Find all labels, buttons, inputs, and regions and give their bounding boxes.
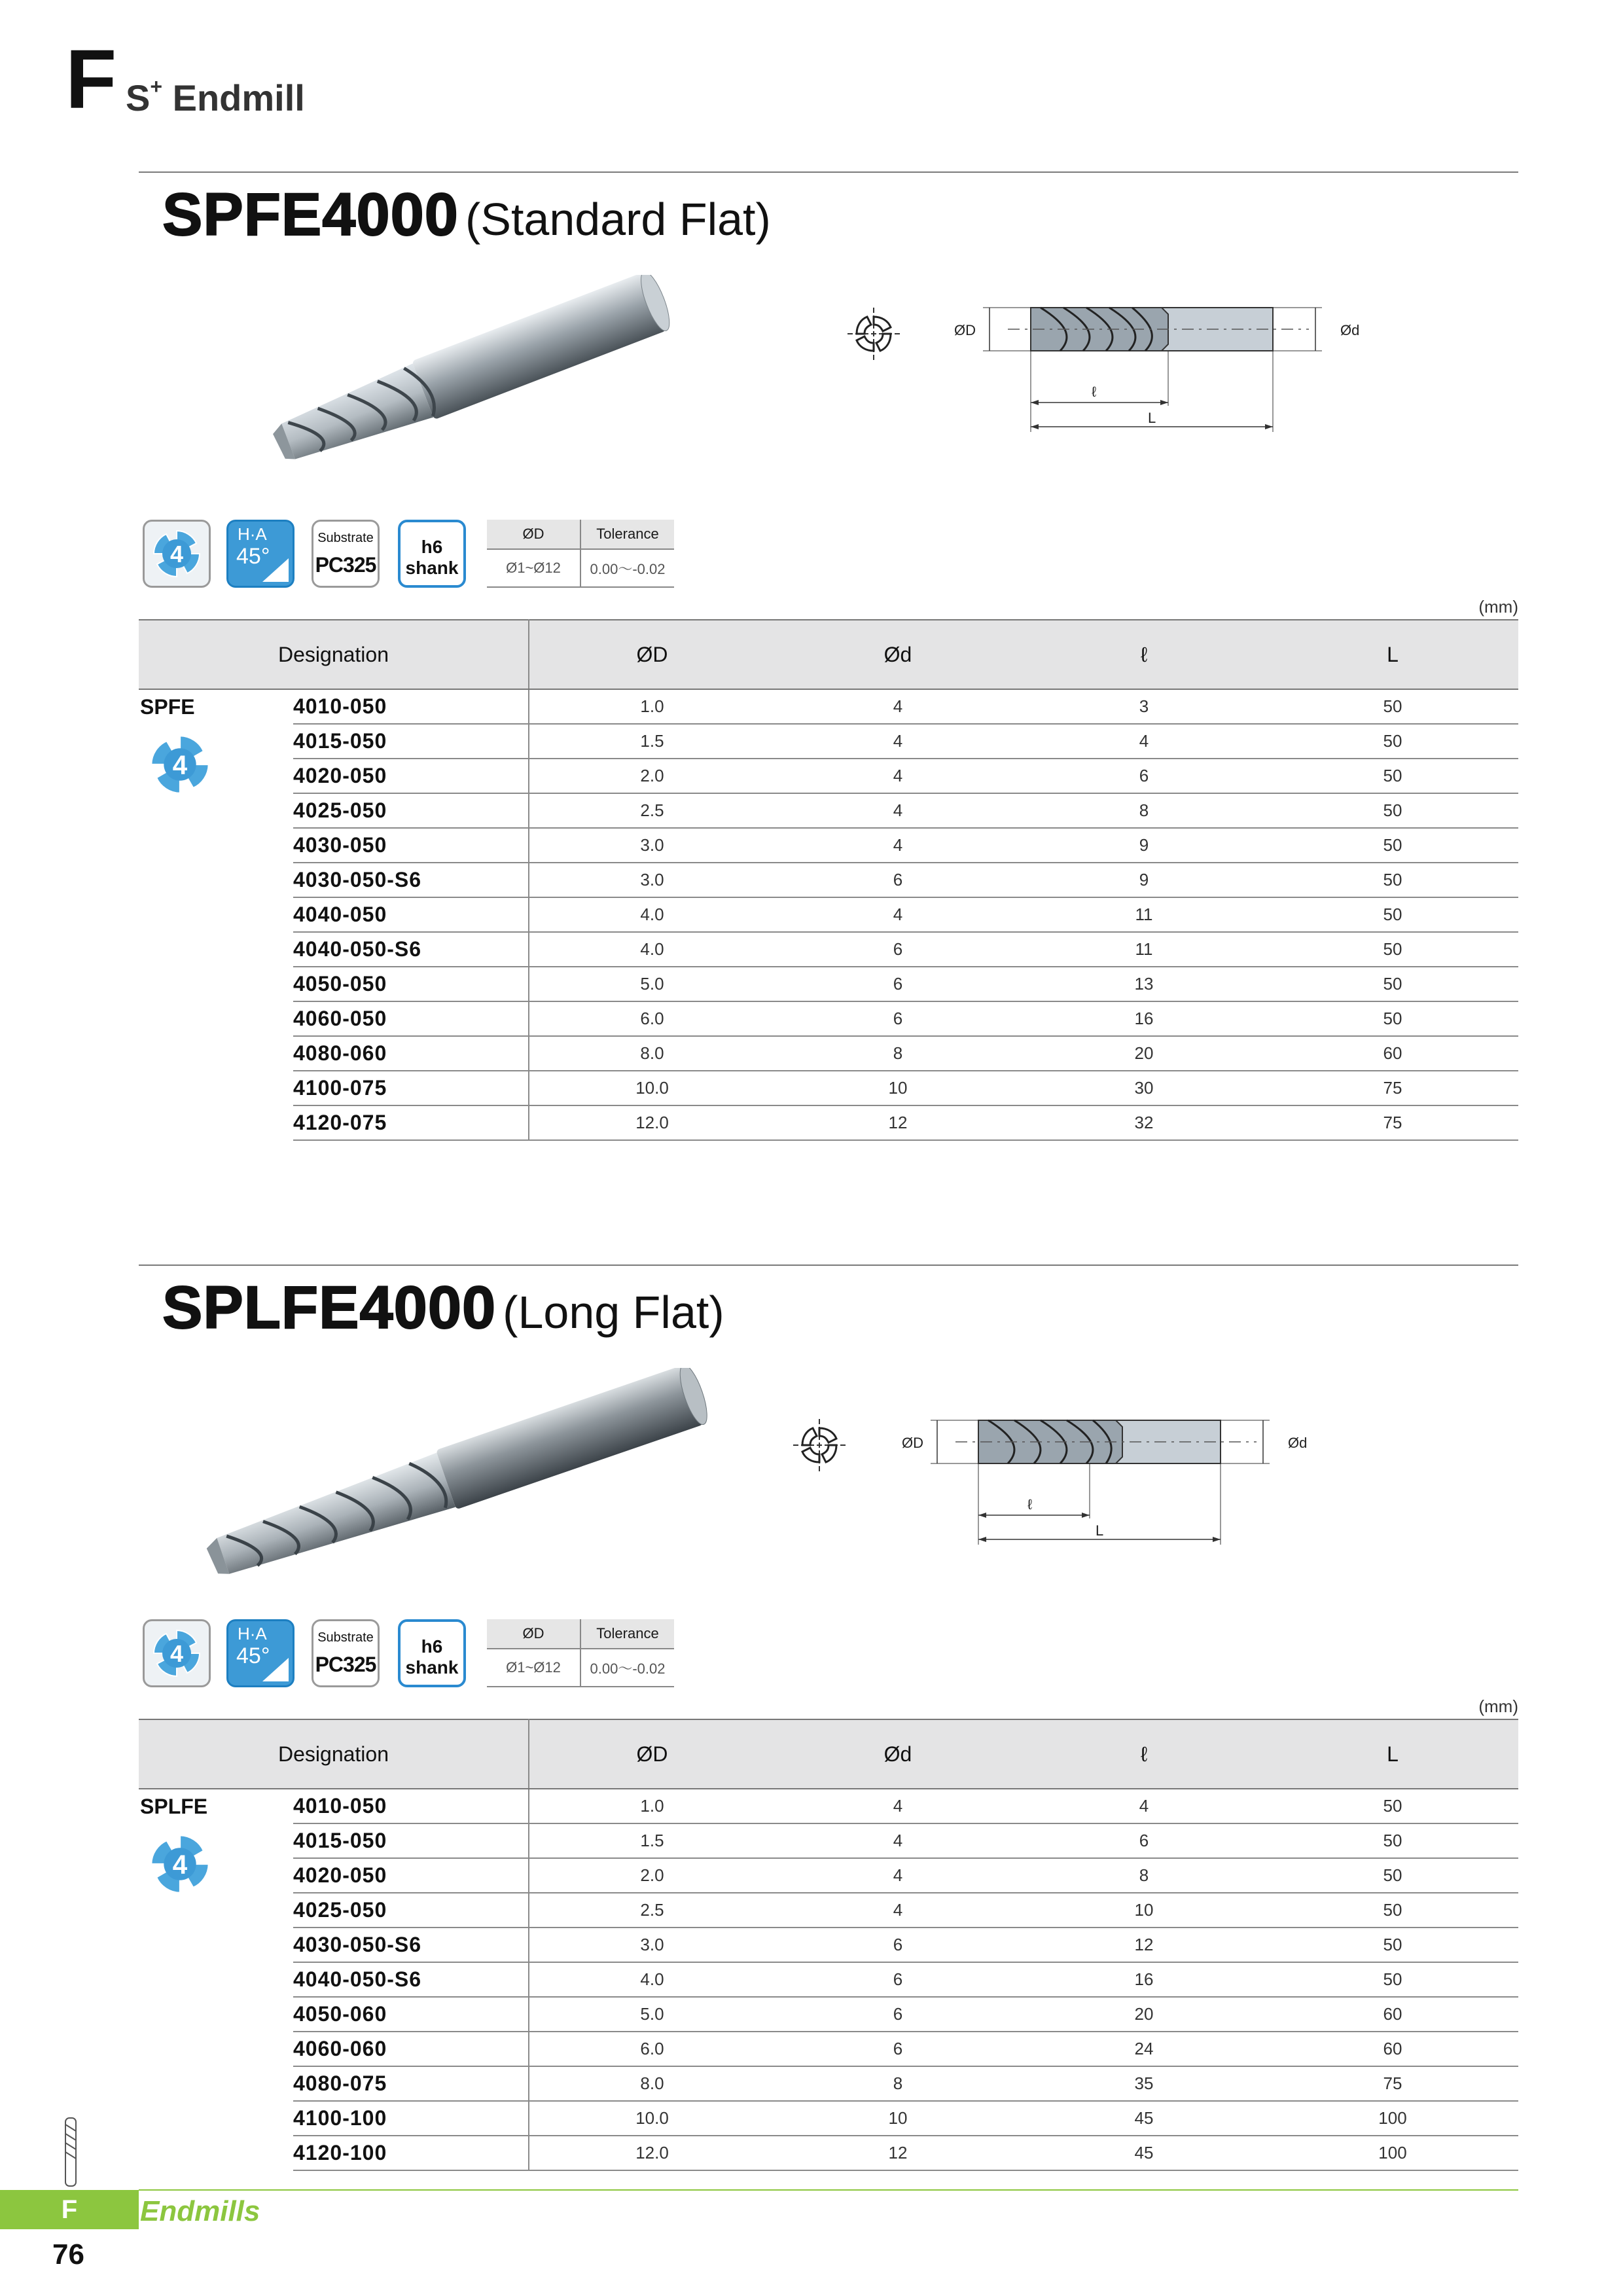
overall-length-cell: 75: [1267, 2066, 1518, 2101]
designation-cell: 4015-050: [293, 724, 529, 759]
technical-drawing: [942, 288, 1453, 445]
overall-length-cell: 60: [1267, 1036, 1518, 1071]
series-flute-count: 4: [172, 1849, 188, 1880]
shank-tolerance: h6: [421, 537, 443, 557]
designation-cell: 4030-050-S6: [293, 863, 529, 897]
overall-length-cell: 50: [1267, 759, 1518, 793]
flute-length-cell: 12: [1021, 1928, 1267, 1962]
overall-length-cell: 60: [1267, 1997, 1518, 2032]
shank-diameter-cell: 6: [775, 1928, 1021, 1962]
table-row: [139, 1036, 1518, 1071]
substrate-value: PC325: [315, 553, 376, 577]
designation-cell: 4010-050: [293, 1789, 529, 1823]
overall-length-cell: 60: [1267, 2032, 1518, 2066]
table-row: [139, 1962, 1518, 1997]
shank-diameter-cell: 4: [775, 1823, 1021, 1858]
label-shank-diameter: Ød: [1288, 1435, 1308, 1451]
designation-cell: 4030-050-S6: [293, 1928, 529, 1962]
cutting-diameter-cell: 2.5: [529, 1893, 775, 1928]
page-number: 76: [52, 2238, 84, 2270]
designation-cell: 4080-075: [293, 2066, 529, 2101]
shank-label: shank: [405, 558, 459, 578]
chapter-letter: F: [65, 33, 117, 126]
overall-length-cell: 50: [1267, 1789, 1518, 1823]
cutting-diameter-cell: 8.0: [529, 2066, 775, 2101]
overall-length-cell: 50: [1267, 1893, 1518, 1928]
section-divider: [139, 1265, 1518, 1266]
series-code: SPLFE: [140, 1795, 208, 1818]
table-row: [139, 1789, 1518, 1823]
cutting-diameter-cell: 12.0: [529, 2136, 775, 2170]
designation-cell: 4050-050: [293, 967, 529, 1001]
designation-cell: 4020-050: [293, 759, 529, 793]
flute-length-cell: 24: [1021, 2032, 1267, 2066]
col-header-overall-length: L: [1267, 620, 1518, 689]
flute-length-cell: 4: [1021, 724, 1267, 759]
flute-count: 4: [169, 541, 184, 567]
flute-count: 4: [169, 1640, 184, 1667]
shank-diameter-cell: 12: [775, 2136, 1021, 2170]
helix-value: 45°: [236, 1643, 270, 1668]
shank-diameter-cell: 4: [775, 897, 1021, 932]
table-row: [139, 759, 1518, 793]
overall-length-cell: 50: [1267, 897, 1518, 932]
section-title: [162, 181, 771, 248]
substrate-badge: [312, 1619, 380, 1687]
cutting-diameter-cell: 6.0: [529, 1001, 775, 1036]
series-flute-count: 4: [172, 749, 188, 780]
designation-cell: 4060-060: [293, 2032, 529, 2066]
tolerance-header-diameter: ØD: [487, 520, 580, 549]
unit-label: (mm): [1478, 1696, 1518, 1716]
designation-cell: 4040-050-S6: [293, 1962, 529, 1997]
label-overall-length: L: [1148, 410, 1156, 426]
cutting-diameter-cell: 8.0: [529, 1036, 775, 1071]
shank-diameter-cell: 4: [775, 1893, 1021, 1928]
table-row: [139, 932, 1518, 967]
flute-length-cell: 6: [1021, 759, 1267, 793]
series-code: SPFE: [140, 695, 195, 719]
overall-length-cell: 50: [1267, 1962, 1518, 1997]
table-row: [139, 1001, 1518, 1036]
label-flute-length: ℓ: [1027, 1496, 1033, 1513]
footer-category: Endmills: [140, 2195, 260, 2227]
cutting-diameter-cell: 2.5: [529, 793, 775, 828]
table-row: [139, 689, 1518, 724]
overall-length-cell: 50: [1267, 1001, 1518, 1036]
overall-length-cell: 50: [1267, 1928, 1518, 1962]
flute-length-cell: 8: [1021, 793, 1267, 828]
cross-section-icon: [793, 1419, 846, 1471]
helix-label: H·A: [238, 524, 267, 544]
designation-cell: 4025-050: [293, 1893, 529, 1928]
substrate-value: PC325: [315, 1653, 376, 1676]
shank-diameter-cell: 6: [775, 1997, 1021, 2032]
flute-length-cell: 11: [1021, 897, 1267, 932]
product-photo-endmill-long: [183, 1368, 720, 1584]
substrate-badge: [312, 520, 380, 588]
tolerance-value: 0.00～-0.02: [580, 1649, 674, 1687]
shank-diameter-cell: 6: [775, 863, 1021, 897]
overall-length-cell: 100: [1267, 2101, 1518, 2136]
col-header-flute-length: ℓ: [1021, 620, 1267, 689]
chapter-title-text: Endmill: [172, 77, 305, 118]
substrate-label: Substrate: [317, 531, 374, 545]
section-title: [162, 1274, 724, 1341]
table-row: [139, 724, 1518, 759]
cutting-diameter-cell: 1.0: [529, 1789, 775, 1823]
helix-angle-icon: [262, 558, 289, 582]
shank-diameter-cell: 12: [775, 1105, 1021, 1140]
shank-diameter-cell: 8: [775, 2066, 1021, 2101]
col-header-cutting-diameter: ØD: [529, 620, 775, 689]
designation-cell: 4050-060: [293, 1997, 529, 2032]
flute-count-badge: [143, 1619, 211, 1687]
shank-diameter-cell: 4: [775, 828, 1021, 863]
tolerance-table: [487, 520, 674, 588]
cutting-diameter-cell: 2.0: [529, 1858, 775, 1893]
shank-diameter-cell: 6: [775, 2032, 1021, 2066]
table-row: [139, 1928, 1518, 1962]
flute-length-cell: 20: [1021, 1036, 1267, 1071]
helix-value: 45°: [236, 544, 270, 569]
designation-cell: 4100-075: [293, 1071, 529, 1105]
shank-diameter-cell: 4: [775, 724, 1021, 759]
table-row: [139, 2136, 1518, 2170]
flute-length-cell: 13: [1021, 967, 1267, 1001]
table-row: [139, 1858, 1518, 1893]
tolerance-table: [487, 1619, 674, 1687]
label-shank-diameter: Ød: [1340, 322, 1360, 338]
spec-table-splfe: [139, 1719, 1518, 2171]
shank-diameter-cell: 6: [775, 932, 1021, 967]
table-row: [139, 1893, 1518, 1928]
tolerance-header-tolerance: Tolerance: [580, 1619, 674, 1649]
cutting-diameter-cell: 1.5: [529, 724, 775, 759]
technical-drawing: [890, 1401, 1400, 1558]
overall-length-cell: 50: [1267, 863, 1518, 897]
endmill-side-icon: [56, 2115, 85, 2189]
designation-cell: 4010-050: [293, 689, 529, 724]
shank-badge: [398, 520, 466, 588]
shank-diameter-cell: 4: [775, 759, 1021, 793]
tolerance-value: 0.00～-0.02: [580, 549, 674, 587]
label-cutting-diameter: ØD: [902, 1435, 923, 1451]
flute-length-cell: 20: [1021, 1997, 1267, 2032]
designation-cell: 4120-075: [293, 1105, 529, 1140]
col-header-overall-length: L: [1267, 1719, 1518, 1789]
footer-rule: [139, 2189, 1518, 2191]
col-header-shank-diameter: Ød: [775, 1719, 1021, 1789]
flute-icon: [144, 1828, 216, 1900]
overall-length-cell: 50: [1267, 724, 1518, 759]
overall-length-cell: 100: [1267, 2136, 1518, 2170]
overall-length-cell: 50: [1267, 1823, 1518, 1858]
footer-tab: F: [0, 2190, 139, 2229]
table-row: [139, 1997, 1518, 2032]
table-row: [139, 897, 1518, 932]
flute-count-badge: [143, 520, 211, 588]
cutting-diameter-cell: 6.0: [529, 2032, 775, 2066]
flute-icon: [144, 728, 216, 800]
shank-badge: [398, 1619, 466, 1687]
cutting-diameter-cell: 3.0: [529, 863, 775, 897]
col-header-cutting-diameter: ØD: [529, 1719, 775, 1789]
cutting-diameter-cell: 4.0: [529, 1962, 775, 1997]
shank-tolerance: h6: [421, 1636, 443, 1657]
overall-length-cell: 75: [1267, 1071, 1518, 1105]
flute-length-cell: 6: [1021, 1823, 1267, 1858]
table-row: [139, 2066, 1518, 2101]
table-row: [139, 793, 1518, 828]
col-header-shank-diameter: Ød: [775, 620, 1021, 689]
cutting-diameter-cell: 4.0: [529, 897, 775, 932]
cutting-diameter-cell: 2.0: [529, 759, 775, 793]
cutting-diameter-cell: 10.0: [529, 2101, 775, 2136]
cutting-diameter-cell: 3.0: [529, 828, 775, 863]
table-row: [139, 1823, 1518, 1858]
cross-section-icon: [847, 308, 900, 360]
cutting-diameter-cell: 3.0: [529, 1928, 775, 1962]
label-flute-length: ℓ: [1092, 384, 1097, 400]
col-header-designation: Designation: [139, 1719, 529, 1789]
cutting-diameter-cell: 4.0: [529, 932, 775, 967]
tolerance-range: Ø1~Ø12: [487, 549, 580, 587]
shank-diameter-cell: 4: [775, 1789, 1021, 1823]
flute-length-cell: 35: [1021, 2066, 1267, 2101]
overall-length-cell: 50: [1267, 967, 1518, 1001]
section-subtitle: (Standard Flat): [465, 194, 771, 245]
section-divider: [139, 171, 1518, 173]
chapter-title: [126, 75, 305, 118]
cutting-diameter-cell: 5.0: [529, 1997, 775, 2032]
helix-angle-badge: [226, 1619, 294, 1687]
overall-length-cell: 50: [1267, 689, 1518, 724]
table-row: [139, 2101, 1518, 2136]
section-subtitle: (Long Flat): [503, 1287, 724, 1338]
series-cell: [139, 689, 293, 1140]
designation-cell: 4040-050: [293, 897, 529, 932]
table-row: [139, 967, 1518, 1001]
designation-cell: 4015-050: [293, 1823, 529, 1858]
cutting-diameter-cell: 10.0: [529, 1071, 775, 1105]
unit-label: (mm): [1478, 597, 1518, 617]
flute-length-cell: 8: [1021, 1858, 1267, 1893]
shank-diameter-cell: 10: [775, 1071, 1021, 1105]
overall-length-cell: 50: [1267, 793, 1518, 828]
designation-cell: 4080-060: [293, 1036, 529, 1071]
label-cutting-diameter: ØD: [954, 322, 976, 338]
flute-length-cell: 9: [1021, 863, 1267, 897]
designation-cell: 4060-050: [293, 1001, 529, 1036]
flute-icon: [145, 522, 209, 586]
col-header-flute-length: ℓ: [1021, 1719, 1267, 1789]
label-overall-length: L: [1096, 1522, 1104, 1539]
section-code: SPLFE4000: [162, 1274, 497, 1341]
spec-table-spfe: [139, 619, 1518, 1141]
shank-label: shank: [405, 1657, 459, 1677]
flute-length-cell: 45: [1021, 2136, 1267, 2170]
section-code: SPFE4000: [162, 181, 459, 248]
brand-sup: +: [150, 75, 163, 98]
product-photo-endmill: [255, 275, 687, 465]
flute-length-cell: 16: [1021, 1962, 1267, 1997]
table-row: [139, 828, 1518, 863]
overall-length-cell: 50: [1267, 828, 1518, 863]
overall-length-cell: 50: [1267, 1858, 1518, 1893]
helix-angle-icon: [262, 1658, 289, 1681]
overall-length-cell: 50: [1267, 932, 1518, 967]
helix-angle-badge: [226, 520, 294, 588]
flute-length-cell: 9: [1021, 828, 1267, 863]
flute-length-cell: 30: [1021, 1071, 1267, 1105]
table-row: [139, 1071, 1518, 1105]
shank-diameter-cell: 6: [775, 1001, 1021, 1036]
shank-diameter-cell: 8: [775, 1036, 1021, 1071]
table-row: [139, 2032, 1518, 2066]
overall-length-cell: 75: [1267, 1105, 1518, 1140]
table-row: [139, 863, 1518, 897]
brand-name: S: [126, 77, 151, 118]
table-row: [139, 1105, 1518, 1140]
flute-length-cell: 11: [1021, 932, 1267, 967]
shank-diameter-cell: 6: [775, 1962, 1021, 1997]
designation-cell: 4030-050: [293, 828, 529, 863]
shank-diameter-cell: 4: [775, 793, 1021, 828]
tolerance-range: Ø1~Ø12: [487, 1649, 580, 1687]
flute-length-cell: 4: [1021, 1789, 1267, 1823]
shank-diameter-cell: 10: [775, 2101, 1021, 2136]
substrate-label: Substrate: [317, 1630, 374, 1645]
shank-diameter-cell: 4: [775, 689, 1021, 724]
designation-cell: 4040-050-S6: [293, 932, 529, 967]
shank-diameter-cell: 4: [775, 1858, 1021, 1893]
cutting-diameter-cell: 5.0: [529, 967, 775, 1001]
tolerance-header-tolerance: Tolerance: [580, 520, 674, 549]
col-header-designation: Designation: [139, 620, 529, 689]
designation-cell: 4025-050: [293, 793, 529, 828]
cutting-diameter-cell: 1.5: [529, 1823, 775, 1858]
flute-length-cell: 32: [1021, 1105, 1267, 1140]
helix-label: H·A: [238, 1624, 267, 1643]
flute-length-cell: 3: [1021, 689, 1267, 724]
flute-length-cell: 45: [1021, 2101, 1267, 2136]
flute-length-cell: 10: [1021, 1893, 1267, 1928]
cutting-diameter-cell: 1.0: [529, 689, 775, 724]
designation-cell: 4020-050: [293, 1858, 529, 1893]
series-cell: [139, 1789, 293, 2170]
designation-cell: 4100-100: [293, 2101, 529, 2136]
cutting-diameter-cell: 12.0: [529, 1105, 775, 1140]
flute-length-cell: 16: [1021, 1001, 1267, 1036]
designation-cell: 4120-100: [293, 2136, 529, 2170]
flute-icon: [145, 1621, 209, 1685]
tolerance-header-diameter: ØD: [487, 1619, 580, 1649]
shank-diameter-cell: 6: [775, 967, 1021, 1001]
